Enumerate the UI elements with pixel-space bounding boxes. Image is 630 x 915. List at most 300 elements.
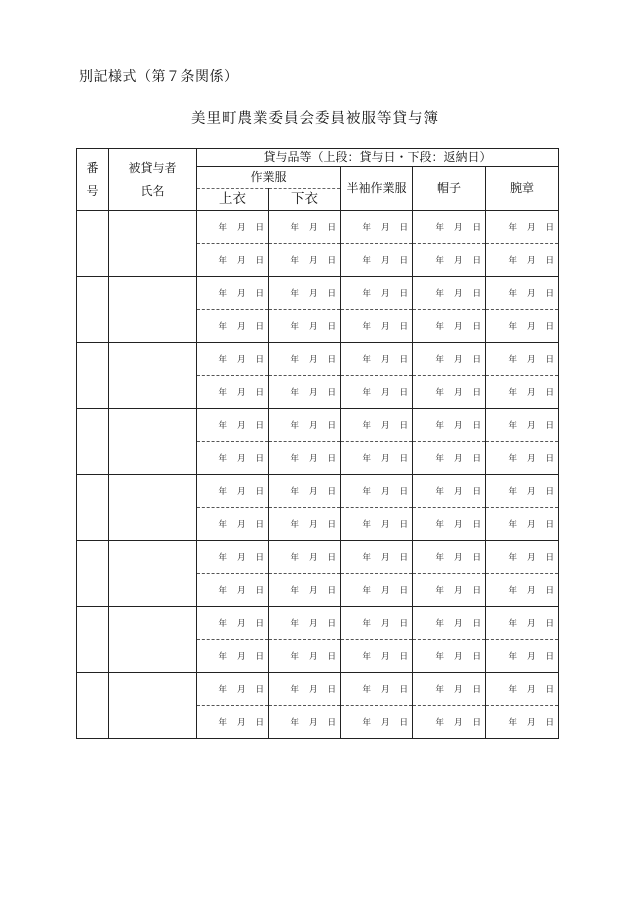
month-label: 月 [380, 289, 390, 299]
header-work-clothes: 作業服 [197, 167, 341, 189]
ledger-body [77, 211, 559, 739]
return-date-cell[interactable] [341, 244, 413, 277]
entry-number-cell[interactable] [77, 211, 109, 277]
day-label: 日 [327, 553, 336, 563]
day-label: 日 [545, 454, 555, 464]
day-label: 日 [399, 553, 408, 563]
month-label: 月 [236, 322, 246, 332]
month-label: 月 [453, 421, 463, 431]
day-label: 日 [545, 652, 555, 662]
day-label: 日 [255, 553, 264, 563]
year-label: 年 [362, 619, 371, 629]
day-label: 日 [327, 619, 336, 629]
year-label: 年 [290, 619, 299, 629]
loan-date-row [77, 409, 559, 442]
year-label: 年 [290, 289, 299, 299]
entry-number-cell[interactable] [77, 343, 109, 409]
month-label: 月 [236, 586, 246, 596]
loan-date-cell[interactable] [269, 277, 341, 310]
month-label: 月 [380, 685, 390, 695]
loan-date-cell[interactable] [486, 607, 559, 640]
month-label: 月 [308, 289, 318, 299]
loan-date-cell[interactable] [413, 409, 486, 442]
day-label: 日 [399, 355, 408, 365]
day-label: 日 [327, 718, 336, 728]
loan-date-row [77, 673, 559, 706]
year-label: 年 [290, 685, 299, 695]
month-label: 月 [236, 256, 246, 266]
borrower-name-cell[interactable] [109, 673, 197, 739]
day-label: 日 [327, 289, 336, 299]
year-label: 年 [218, 256, 227, 266]
entry-number-cell[interactable] [77, 607, 109, 673]
year-label: 年 [362, 322, 371, 332]
loan-date-cell[interactable] [341, 541, 413, 574]
header-cap: 帽子 [413, 167, 486, 211]
day-label: 日 [545, 586, 555, 596]
day-label: 日 [255, 718, 264, 728]
year-label: 年 [435, 718, 444, 728]
day-label: 日 [472, 388, 481, 398]
year-label: 年 [435, 520, 444, 530]
loan-date-cell[interactable] [197, 343, 269, 376]
year-label: 年 [218, 223, 227, 233]
month-label: 月 [453, 619, 463, 629]
year-label: 年 [508, 256, 517, 266]
month-label: 月 [527, 289, 536, 299]
loan-date-cell[interactable] [486, 343, 559, 376]
day-label: 日 [327, 322, 336, 332]
return-date-cell[interactable] [341, 706, 413, 739]
day-label: 日 [545, 322, 555, 332]
return-date-cell[interactable] [413, 244, 486, 277]
header-borrower-line2: 氏名 [140, 183, 165, 198]
borrower-name-cell[interactable] [109, 409, 197, 475]
day-label: 日 [399, 520, 408, 530]
month-label: 月 [308, 520, 318, 530]
return-date-cell[interactable] [197, 244, 269, 277]
day-label: 日 [255, 586, 264, 596]
month-label: 月 [236, 652, 246, 662]
month-label: 月 [527, 454, 536, 464]
month-label: 月 [380, 322, 390, 332]
day-label: 日 [255, 454, 264, 464]
day-label: 日 [255, 256, 264, 266]
day-label: 日 [545, 421, 555, 431]
loan-date-cell[interactable] [197, 409, 269, 442]
return-date-cell[interactable] [269, 244, 341, 277]
borrower-name-cell[interactable] [109, 475, 197, 541]
return-date-cell[interactable] [197, 640, 269, 673]
borrower-name-cell[interactable] [109, 343, 197, 409]
year-label: 年 [508, 586, 517, 596]
year-label: 年 [218, 289, 227, 299]
month-label: 月 [236, 553, 246, 563]
year-label: 年 [508, 388, 517, 398]
day-label: 日 [545, 553, 555, 563]
year-label: 年 [435, 223, 444, 233]
year-label: 年 [508, 652, 517, 662]
header-number-line2: 号 [86, 183, 99, 198]
year-label: 年 [218, 553, 227, 563]
month-label: 月 [527, 718, 536, 728]
header-number-line1: 番 [86, 160, 99, 175]
month-label: 月 [308, 487, 318, 497]
return-date-cell[interactable] [269, 574, 341, 607]
month-label: 月 [308, 421, 318, 431]
day-label: 日 [327, 487, 336, 497]
day-label: 日 [399, 685, 408, 695]
year-label: 年 [362, 553, 371, 563]
loan-date-row [77, 475, 559, 508]
loan-date-row [77, 343, 559, 376]
entry-number-cell[interactable] [77, 673, 109, 739]
day-label: 日 [399, 652, 408, 662]
return-date-cell[interactable] [341, 640, 413, 673]
return-date-cell[interactable] [197, 706, 269, 739]
month-label: 月 [453, 223, 463, 233]
loan-date-cell[interactable] [413, 343, 486, 376]
borrower-name-cell[interactable] [109, 541, 197, 607]
loan-date-cell[interactable] [486, 277, 559, 310]
year-label: 年 [508, 223, 517, 233]
return-date-cell[interactable] [413, 376, 486, 409]
entry-number-cell[interactable] [77, 277, 109, 343]
return-date-cell[interactable] [197, 574, 269, 607]
day-label: 日 [472, 487, 481, 497]
document-title: 美里町農業委員会委員被服等貸与簿 [191, 111, 439, 127]
return-date-cell[interactable] [197, 310, 269, 343]
return-date-cell[interactable] [197, 508, 269, 541]
loan-date-cell[interactable] [486, 673, 559, 706]
loan-date-cell[interactable] [413, 277, 486, 310]
loan-date-row [77, 607, 559, 640]
day-label: 日 [545, 487, 555, 497]
loan-date-cell[interactable] [413, 211, 486, 244]
return-date-cell[interactable] [486, 310, 559, 343]
day-label: 日 [327, 421, 336, 431]
month-label: 月 [380, 553, 390, 563]
year-label: 年 [508, 322, 517, 332]
year-label: 年 [290, 223, 299, 233]
year-label: 年 [290, 388, 299, 398]
return-date-cell[interactable] [486, 640, 559, 673]
year-label: 年 [290, 520, 299, 530]
header-half-sleeve: 半袖作業服 [341, 167, 413, 211]
year-label: 年 [218, 322, 227, 332]
day-label: 日 [545, 355, 555, 365]
month-label: 月 [308, 619, 318, 629]
return-date-cell[interactable] [413, 706, 486, 739]
year-label: 年 [435, 388, 444, 398]
year-label: 年 [435, 652, 444, 662]
loan-date-cell[interactable] [341, 409, 413, 442]
return-date-cell[interactable] [341, 508, 413, 541]
day-label: 日 [472, 652, 481, 662]
entry-number-cell[interactable] [77, 475, 109, 541]
loan-date-cell[interactable] [341, 673, 413, 706]
month-label: 月 [308, 355, 318, 365]
day-label: 日 [399, 421, 408, 431]
year-label: 年 [508, 421, 517, 431]
month-label: 月 [453, 520, 463, 530]
month-label: 月 [308, 553, 318, 563]
month-label: 月 [527, 685, 536, 695]
month-label: 月 [236, 388, 246, 398]
day-label: 日 [255, 289, 264, 299]
month-label: 月 [453, 322, 463, 332]
loan-date-cell[interactable] [341, 607, 413, 640]
year-label: 年 [290, 487, 299, 497]
day-label: 日 [545, 718, 555, 728]
return-date-cell[interactable] [341, 442, 413, 475]
borrower-name-cell[interactable] [109, 607, 197, 673]
month-label: 月 [453, 487, 463, 497]
month-label: 月 [527, 553, 536, 563]
month-label: 月 [308, 586, 318, 596]
month-label: 月 [380, 487, 390, 497]
loan-date-cell[interactable] [486, 409, 559, 442]
month-label: 月 [236, 685, 246, 695]
loan-date-cell[interactable] [413, 673, 486, 706]
return-date-cell[interactable] [486, 376, 559, 409]
return-date-cell[interactable] [413, 310, 486, 343]
month-label: 月 [308, 322, 318, 332]
year-label: 年 [218, 718, 227, 728]
day-label: 日 [399, 256, 408, 266]
loan-date-cell[interactable] [486, 541, 559, 574]
year-label: 年 [362, 586, 371, 596]
loan-date-cell[interactable] [269, 475, 341, 508]
day-label: 日 [255, 322, 264, 332]
month-label: 月 [527, 223, 536, 233]
day-label: 日 [472, 520, 481, 530]
month-label: 月 [453, 388, 463, 398]
year-label: 年 [362, 685, 371, 695]
loan-date-cell[interactable] [413, 541, 486, 574]
year-label: 年 [290, 256, 299, 266]
month-label: 月 [453, 553, 463, 563]
month-label: 月 [527, 652, 536, 662]
loan-date-cell[interactable] [197, 673, 269, 706]
return-date-cell[interactable] [341, 376, 413, 409]
year-label: 年 [508, 289, 517, 299]
day-label: 日 [399, 322, 408, 332]
day-label: 日 [472, 586, 481, 596]
month-label: 月 [308, 718, 318, 728]
year-label: 年 [362, 520, 371, 530]
return-date-cell[interactable] [197, 442, 269, 475]
return-date-cell[interactable] [413, 574, 486, 607]
loan-date-cell[interactable] [486, 211, 559, 244]
loan-date-cell[interactable] [486, 475, 559, 508]
year-label: 年 [362, 718, 371, 728]
month-label: 月 [380, 388, 390, 398]
year-label: 年 [435, 322, 444, 332]
month-label: 月 [527, 322, 536, 332]
year-label: 年 [508, 718, 517, 728]
month-label: 月 [453, 289, 463, 299]
return-date-cell[interactable] [486, 706, 559, 739]
day-label: 日 [545, 388, 555, 398]
header-jacket: 上衣 [197, 189, 269, 211]
year-label: 年 [435, 421, 444, 431]
return-date-cell[interactable] [486, 508, 559, 541]
year-label: 年 [290, 652, 299, 662]
year-label: 年 [508, 355, 517, 365]
day-label: 日 [255, 388, 264, 398]
day-label: 日 [399, 718, 408, 728]
month-label: 月 [380, 718, 390, 728]
month-label: 月 [527, 256, 536, 266]
return-date-cell[interactable] [486, 574, 559, 607]
year-label: 年 [362, 487, 371, 497]
loan-date-cell[interactable] [413, 607, 486, 640]
borrower-name-cell[interactable] [109, 277, 197, 343]
day-label: 日 [327, 355, 336, 365]
year-label: 年 [218, 619, 227, 629]
day-label: 日 [472, 685, 481, 695]
return-date-cell[interactable] [197, 376, 269, 409]
loan-date-cell[interactable] [197, 541, 269, 574]
day-label: 日 [255, 619, 264, 629]
year-label: 年 [218, 487, 227, 497]
month-label: 月 [236, 454, 246, 464]
year-label: 年 [218, 652, 227, 662]
return-date-cell[interactable] [269, 376, 341, 409]
year-label: 年 [435, 619, 444, 629]
loan-date-cell[interactable] [413, 475, 486, 508]
return-date-cell[interactable] [486, 244, 559, 277]
month-label: 月 [453, 718, 463, 728]
return-date-cell[interactable] [269, 640, 341, 673]
month-label: 月 [380, 355, 390, 365]
loan-date-cell[interactable] [197, 607, 269, 640]
header-number [77, 149, 109, 211]
month-label: 月 [527, 619, 536, 629]
year-label: 年 [508, 685, 517, 695]
day-label: 日 [545, 256, 555, 266]
loan-date-cell[interactable] [269, 541, 341, 574]
loan-date-cell[interactable] [197, 277, 269, 310]
year-label: 年 [508, 454, 517, 464]
year-label: 年 [218, 586, 227, 596]
day-label: 日 [545, 520, 555, 530]
month-label: 月 [380, 652, 390, 662]
month-label: 月 [308, 454, 318, 464]
year-label: 年 [508, 487, 517, 497]
header-items-group: 貸与品等（上段：貸与日・下段：返納日） [197, 149, 559, 167]
day-label: 日 [327, 652, 336, 662]
day-label: 日 [399, 223, 408, 233]
year-label: 年 [218, 685, 227, 695]
loan-date-cell[interactable] [197, 475, 269, 508]
borrower-name-cell[interactable] [109, 211, 197, 277]
year-label: 年 [362, 223, 371, 233]
month-label: 月 [236, 289, 246, 299]
day-label: 日 [472, 553, 481, 563]
year-label: 年 [508, 619, 517, 629]
return-date-cell[interactable] [341, 310, 413, 343]
month-label: 月 [527, 586, 536, 596]
month-label: 月 [236, 355, 246, 365]
loan-date-cell[interactable] [341, 343, 413, 376]
loan-date-row [77, 541, 559, 574]
year-label: 年 [362, 355, 371, 365]
return-date-cell[interactable] [413, 640, 486, 673]
month-label: 月 [380, 256, 390, 266]
entry-number-cell[interactable] [77, 541, 109, 607]
return-date-cell[interactable] [486, 442, 559, 475]
year-label: 年 [435, 586, 444, 596]
header-borrower [109, 149, 197, 211]
loan-date-cell[interactable] [341, 475, 413, 508]
loan-date-row [77, 211, 559, 244]
year-label: 年 [290, 553, 299, 563]
day-label: 日 [472, 322, 481, 332]
year-label: 年 [290, 322, 299, 332]
month-label: 月 [308, 652, 318, 662]
return-date-cell[interactable] [269, 508, 341, 541]
day-label: 日 [399, 289, 408, 299]
year-label: 年 [290, 586, 299, 596]
return-date-cell[interactable] [269, 442, 341, 475]
year-label: 年 [435, 289, 444, 299]
entry-number-cell[interactable] [77, 409, 109, 475]
day-label: 日 [399, 586, 408, 596]
loan-date-cell[interactable] [269, 211, 341, 244]
day-label: 日 [472, 256, 481, 266]
year-label: 年 [508, 520, 517, 530]
month-label: 月 [453, 454, 463, 464]
loan-date-cell[interactable] [269, 343, 341, 376]
return-date-cell[interactable] [269, 706, 341, 739]
month-label: 月 [236, 223, 246, 233]
loan-date-cell[interactable] [341, 211, 413, 244]
return-date-cell[interactable] [413, 508, 486, 541]
loan-date-row [77, 277, 559, 310]
year-label: 年 [218, 520, 227, 530]
year-label: 年 [290, 454, 299, 464]
year-label: 年 [218, 454, 227, 464]
month-label: 月 [236, 718, 246, 728]
day-label: 日 [399, 454, 408, 464]
month-label: 月 [453, 355, 463, 365]
year-label: 年 [435, 355, 444, 365]
return-date-cell[interactable] [341, 574, 413, 607]
day-label: 日 [472, 718, 481, 728]
year-label: 年 [508, 553, 517, 563]
day-label: 日 [327, 586, 336, 596]
year-label: 年 [435, 487, 444, 497]
month-label: 月 [308, 256, 318, 266]
year-label: 年 [362, 388, 371, 398]
day-label: 日 [545, 223, 555, 233]
loan-date-cell[interactable] [341, 277, 413, 310]
return-date-cell[interactable] [269, 310, 341, 343]
day-label: 日 [327, 388, 336, 398]
month-label: 月 [236, 520, 246, 530]
loan-date-cell[interactable] [269, 607, 341, 640]
month-label: 月 [308, 685, 318, 695]
month-label: 月 [236, 421, 246, 431]
loan-date-cell[interactable] [269, 409, 341, 442]
year-label: 年 [218, 355, 227, 365]
year-label: 年 [218, 421, 227, 431]
loan-date-cell[interactable] [269, 673, 341, 706]
loan-date-cell[interactable] [197, 211, 269, 244]
return-date-cell[interactable] [413, 442, 486, 475]
